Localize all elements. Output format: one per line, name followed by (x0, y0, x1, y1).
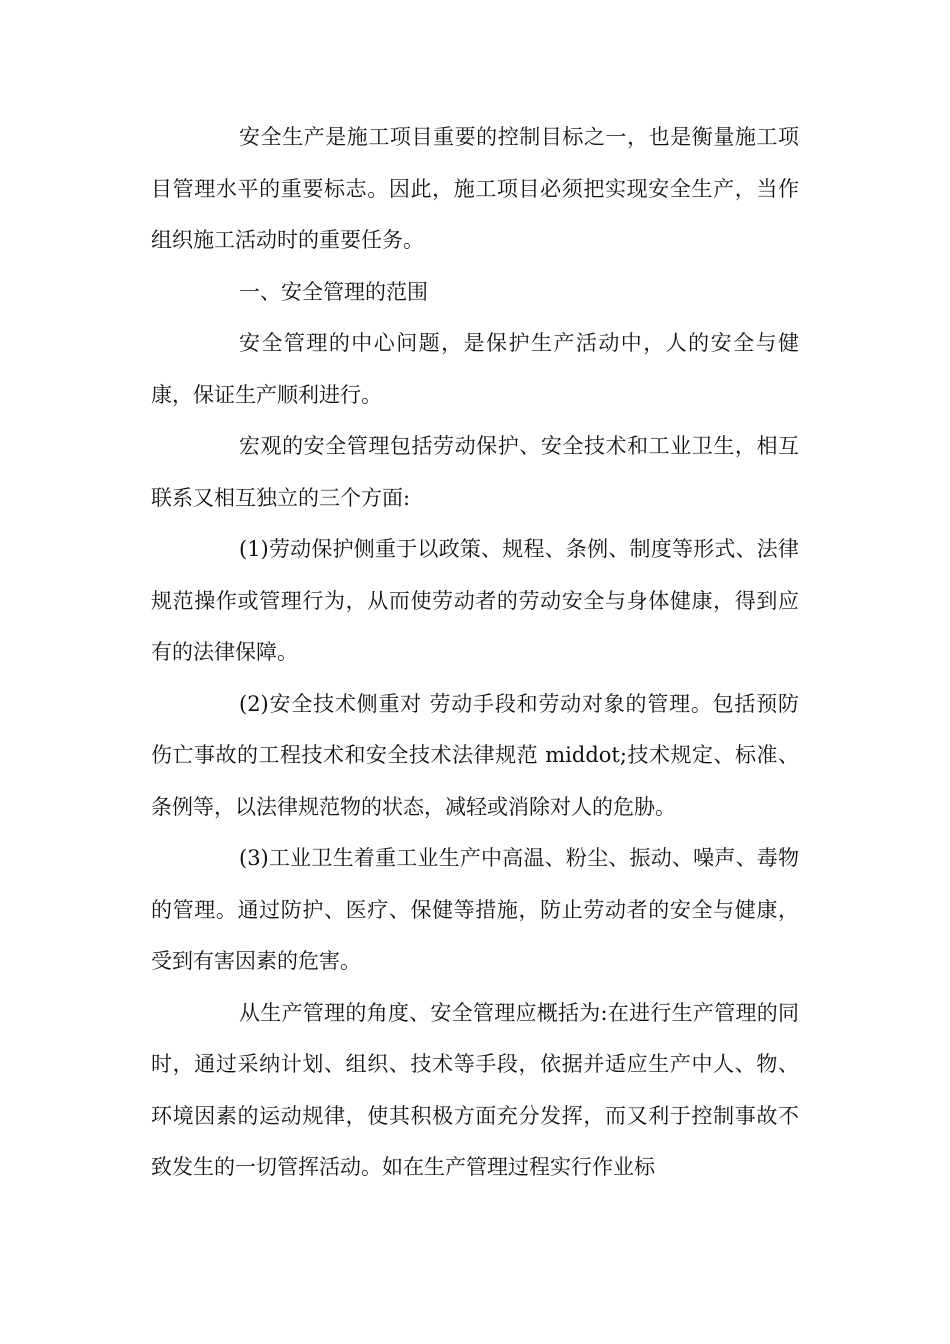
document-body (151, 112, 799, 1194)
paragraph-item-3: (3)工业卫生着重工业生产中高温、粉尘、振动、噪声、毒物的管理。通过防护、医疗、保健等措施，防止劳动者的安全与健康，受到有害因素的危害。 (151, 846, 799, 973)
paragraph-core-issue: 安全管理的中心问题，是保护生产活动中，人的安全与健康，保证生产顺利进行。 (151, 331, 799, 407)
paragraph-production-view: 从生产管理的角度、安全管理应概括为:在进行生产管理的同时，通过采纳计划、组织、技术等手段，依据并适应生产中人、物、环境因素的运动规律，使其积极方面充分发挥，而又利于控制事故不致发生的一切管挥活动。如在生产管理过程实行作业标 (151, 1000, 799, 1179)
paragraph-item-2: (2)安全技术侧重对 劳动手段和劳动对象的管理。包括预防伤亡事故的工程技术和安全技术法律规范 middot;技术规定、标准、条例等，以法律规范物的状态，减轻或消除对人的危胁。 (151, 691, 799, 819)
paragraph-macro-scope: 宏观的安全管理包括劳动保护、安全技术和工业卫生，相互联系又相互独立的三个方面: (151, 434, 799, 510)
paragraph-item-1: (1)劳动保护侧重于以政策、规程、条例、制度等形式、法律规范操作或管理行为，从而使劳动者的劳动安全与身体健康，得到应有的法律保障。 (151, 537, 799, 664)
paragraph-intro: 安全生产是施工项目重要的控制目标之一，也是衡量施工项目管理水平的重要标志。因此，施工项目必须把实现安全生产，当作组织施工活动时的重要任务。 (151, 125, 799, 252)
section-heading: 一、安全管理的范围 (239, 279, 428, 304)
